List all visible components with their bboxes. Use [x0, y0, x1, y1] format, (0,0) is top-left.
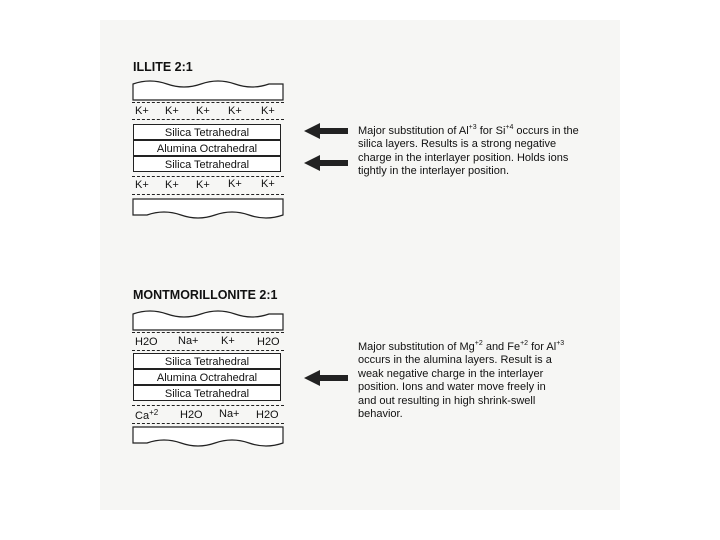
illite-layer-alumina: Alumina Octrahedral: [133, 140, 281, 156]
mont-layer-silica-bottom: Silica Tetrahedral: [133, 385, 281, 401]
illite-note-text-1: Major substitution of Al: [358, 125, 469, 137]
illite-layer-silica-top: Silica Tetrahedral: [133, 124, 281, 140]
illite-ion-top-4: K+: [228, 105, 242, 117]
illite-note-sup-1: +3: [468, 124, 477, 131]
mont-ion-top-4: H2O: [257, 336, 280, 348]
illite-dash-top-1: [132, 102, 284, 103]
illite-ion-bottom-3: K+: [196, 179, 210, 191]
mont-note-rest: occurs in the alumina layers. Result is a weak negative charge in the interlayer position. Ions and water move freely in and out resulting in high shrink-swell behavior.: [358, 354, 552, 421]
illite-ion-bottom-1: K+: [135, 179, 149, 191]
illite-note-text-3: occurs in the: [513, 125, 579, 137]
mont-bottom-sheet: [133, 427, 283, 446]
illite-dash-bottom-1: [132, 176, 284, 177]
mont-ion-ca: Ca: [135, 410, 150, 422]
illite-arrow-1: [304, 123, 348, 139]
illite-dash-top-2: [132, 119, 284, 120]
mont-note-text-3: for Al: [528, 341, 557, 353]
illite-ion-top-1: K+: [135, 105, 149, 117]
mont-note-text-1: Major substitution of Mg: [358, 341, 475, 353]
mont-ion-top-1: H2O: [135, 336, 158, 348]
mont-ion-bottom-1: [135, 408, 158, 422]
illite-note-sup-2: +4: [505, 124, 514, 131]
mont-layer-alumina: Alumina Octrahedral: [133, 369, 281, 385]
illite-ion-top-5: K+: [261, 105, 275, 117]
illite-ion-top-2: K+: [165, 105, 179, 117]
illite-ion-bottom-2: K+: [165, 179, 179, 191]
mont-dash-bottom-1: [132, 405, 284, 406]
illite-bottom-sheet: [133, 199, 283, 218]
illite-title: ILLITE 2:1: [133, 60, 193, 74]
mont-note-sup-3: +3: [556, 340, 565, 347]
illite-arrow-2: [304, 155, 348, 171]
mont-top-sheet: [133, 311, 283, 330]
illite-ion-bottom-5: K+: [261, 178, 275, 190]
mont-arrow: [304, 370, 348, 386]
mont-dash-bottom-2: [132, 423, 284, 424]
mont-ion-bottom-4: H2O: [256, 409, 279, 421]
illite-note: [358, 125, 618, 179]
illite-ion-bottom-4: K+: [228, 178, 242, 190]
mont-note-text-2: and Fe: [482, 341, 521, 353]
illite-ion-top-3: K+: [196, 105, 210, 117]
mont-title: MONTMORILLONITE 2:1: [133, 288, 278, 302]
mont-dash-top-1: [132, 332, 284, 333]
illite-layer-silica-bottom: Silica Tetrahedral: [133, 156, 281, 172]
mont-dash-top-2: [132, 350, 284, 351]
mont-ion-bottom-3: Na+: [219, 408, 240, 420]
mont-ion-top-3: K+: [221, 335, 235, 347]
mont-note-sup-1: +2: [474, 340, 483, 347]
mont-ion-bottom-2: H2O: [180, 409, 203, 421]
illite-dash-bottom-2: [132, 194, 284, 195]
mont-layer-silica-top: Silica Tetrahedral: [133, 353, 281, 369]
mont-note-sup-2: +2: [520, 340, 529, 347]
mont-ion-ca-charge: +2: [149, 408, 159, 417]
illite-top-sheet: [133, 81, 283, 100]
mont-note: [358, 341, 620, 421]
mont-ion-top-2: Na+: [178, 335, 199, 347]
illite-note-text-2: for Si: [476, 125, 506, 137]
illite-note-rest: silica layers. Results is a strong negative charge in the interlayer position. Holds ions tightly in the interlayer position.: [358, 138, 569, 178]
